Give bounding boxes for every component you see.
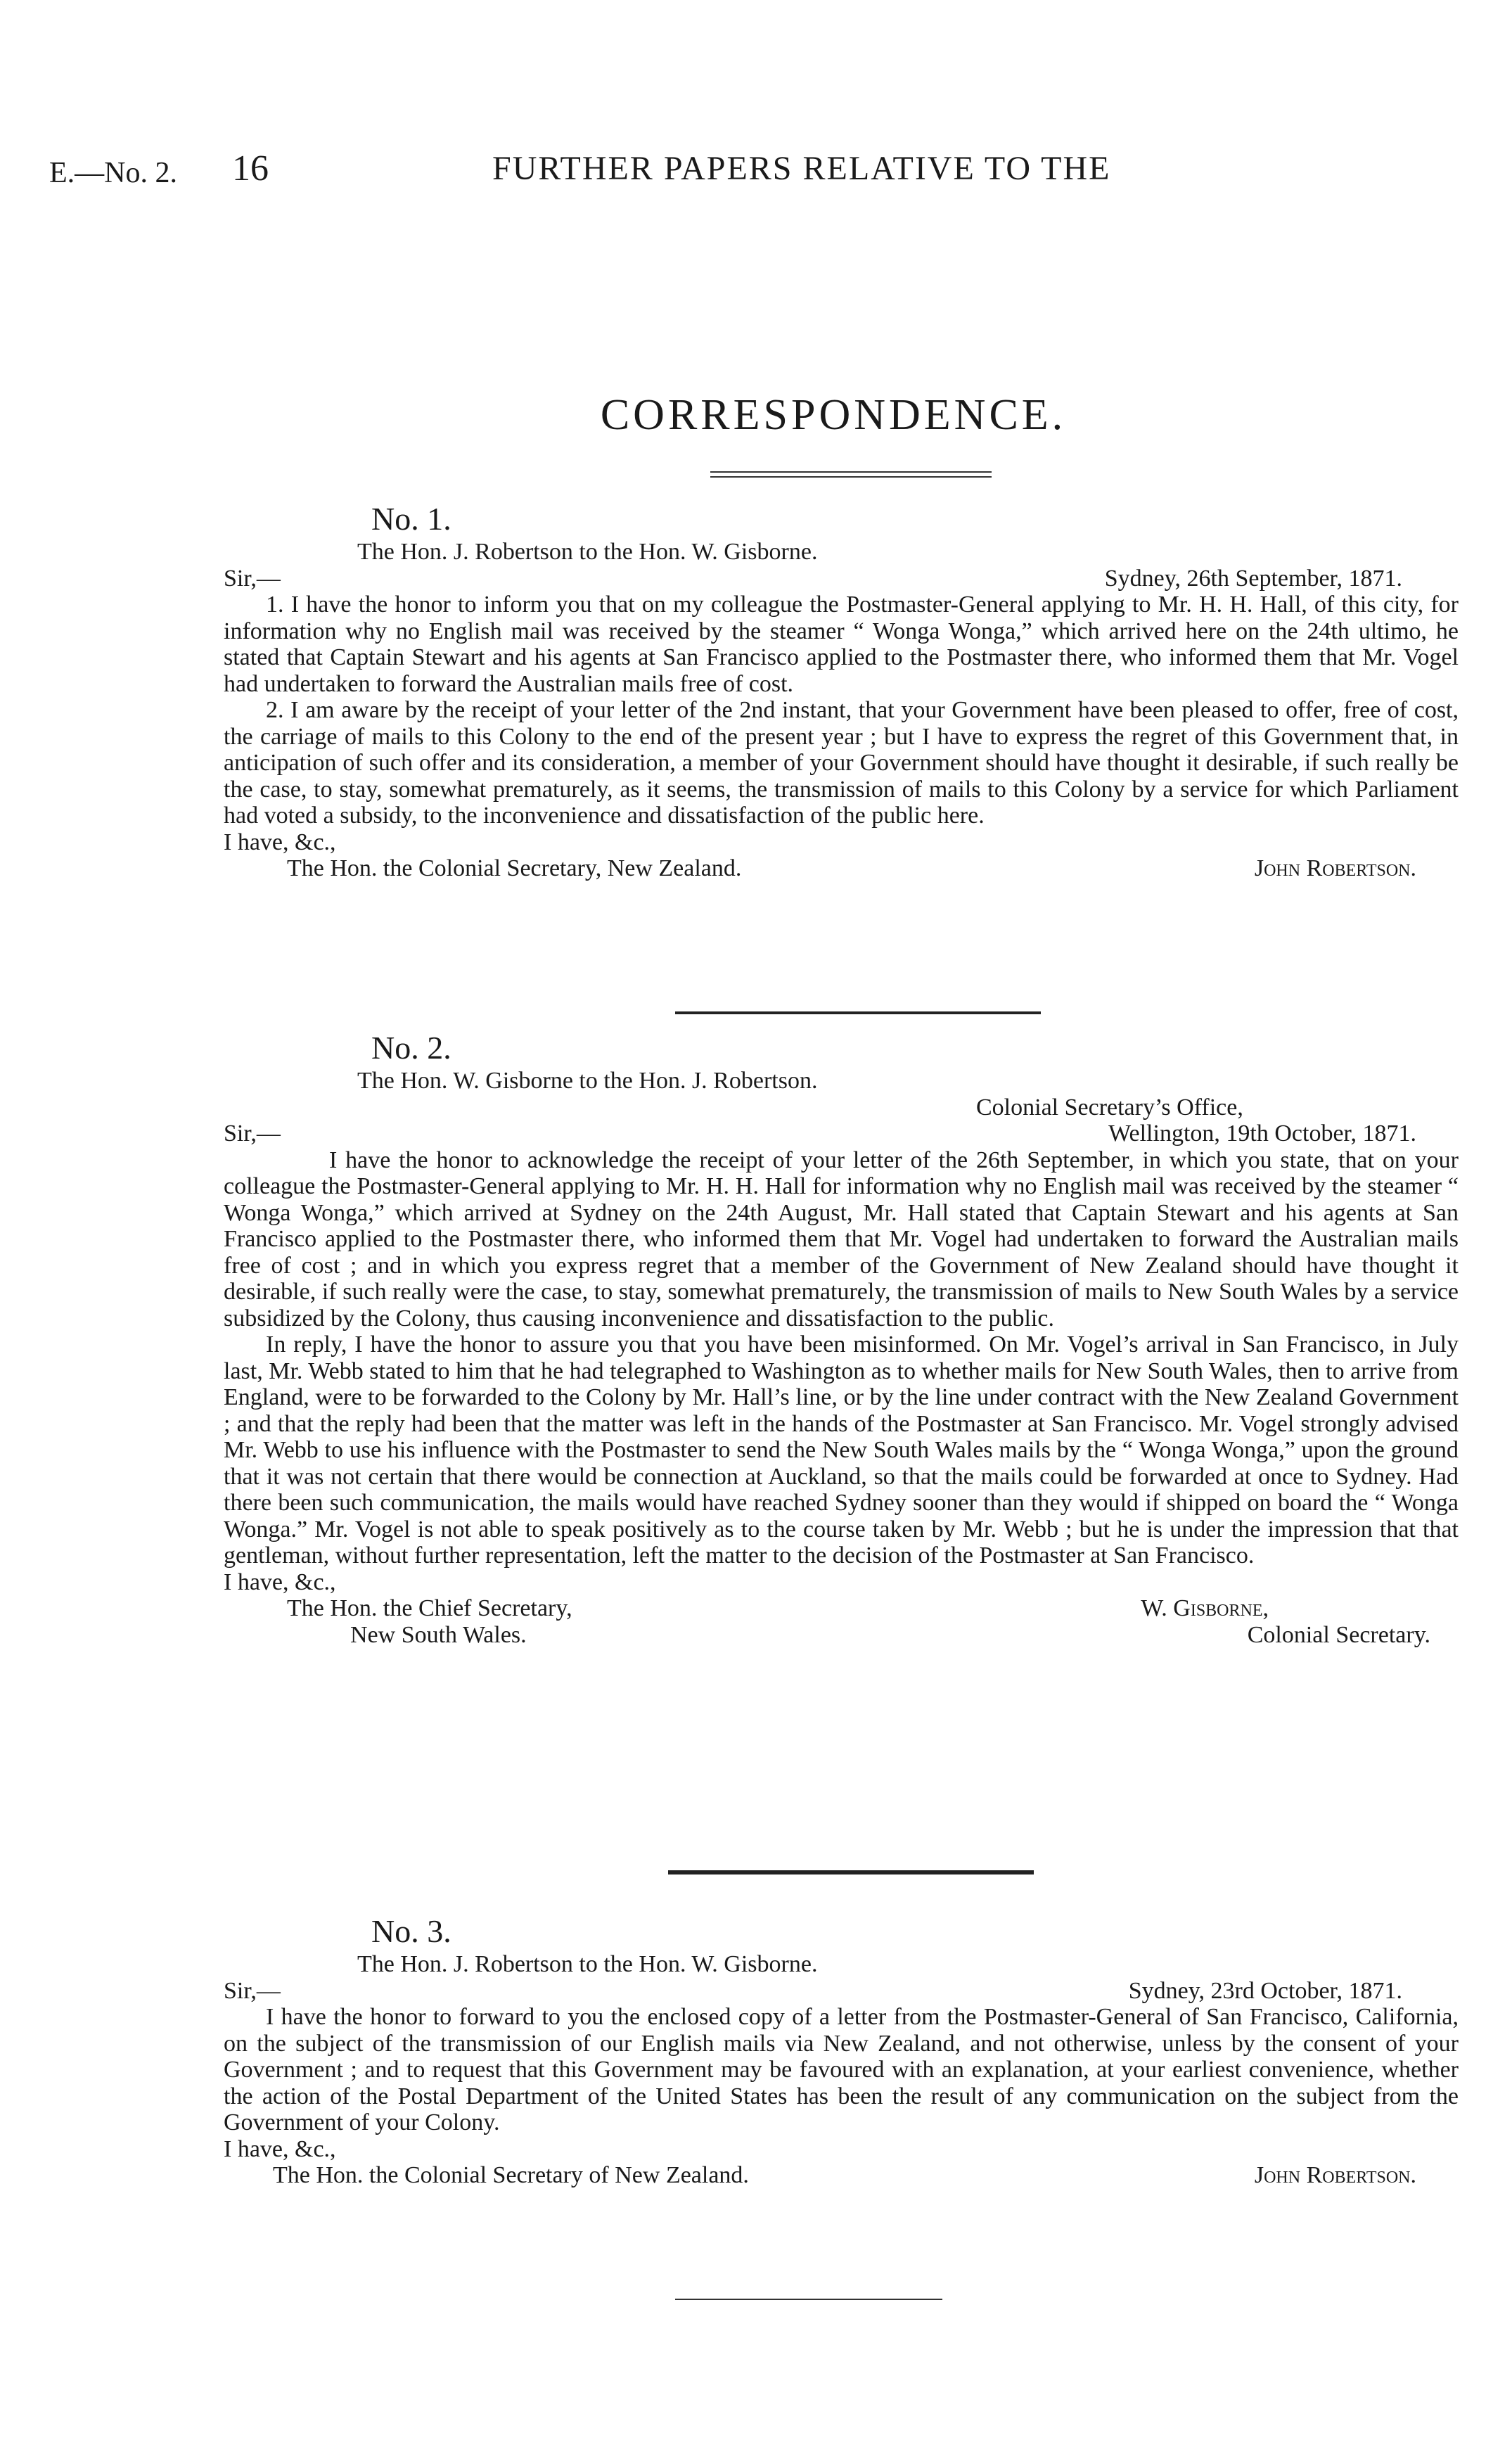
letter-1	[224, 499, 1459, 882]
addressee: The Hon. the Colonial Secretary of New Zealand.	[273, 2162, 749, 2188]
letter-number: No. 3.	[371, 1913, 451, 1949]
letter-2	[224, 1028, 1459, 1648]
salutation: Sir,—	[224, 1120, 281, 1147]
letter-parties: The Hon. J. Robertson to the Hon. W. Gisborne.	[357, 1951, 818, 1977]
paragraph: 2. I am aware by the receipt of your letter of the 2nd instant, that your Government have been pleased to offer, free of cost, the carriage of mails to this Colony to the end of the present year ; but I have to express the regret of this Government that, in anticipation of such offer and its consideration, a member of your Government should have thought it desirable, if such really be the case, to stay, somewhat prematurely, as it seems, the transmission of mails to this Colony by a service for which Parliament had voted a subsidy, to the inconvenience and dissatisfaction of the public here.	[224, 697, 1459, 829]
closing: I have, &c.,	[224, 829, 336, 855]
letter-parties: The Hon. J. Robertson to the Hon. W. Gisborne.	[357, 539, 818, 565]
place-date: Sydney, 26th September, 1871.	[1104, 565, 1402, 592]
separator-rule	[668, 1870, 1034, 1874]
salutation: Sir,—	[224, 565, 281, 592]
title-rule	[710, 471, 992, 473]
place-date: Sydney, 23rd October, 1871.	[1128, 1977, 1402, 2004]
section-title: CORRESPONDENCE.	[600, 391, 1067, 439]
end-rule	[675, 2299, 942, 2300]
signature: W. Gisborne,	[1141, 1595, 1269, 1621]
salutation: Sir,—	[224, 1977, 281, 2004]
paragraph: In reply, I have the honor to assure you that you have been misinformed. On Mr. Vogel’s arrival in San Francisco, in July last, Mr. Webb stated to him that he had telegraphed to Washington as to whether mails for New South Wales, then to arrive from England, were to be forwarded to the Colony by Mr. Hall’s line, or by the line under contract with the New Zealand Government ; and that the reply had been that the matter was left in the hands of the Postmaster at San Francisco. Mr. Vogel strongly advised Mr. Webb to use his influence with the Postmaster to send the New South Wales mails by the “ Wonga Wonga,” upon the ground that it was not certain that there would be connection at Auckland, so that the mails could be forwarded at once to Sydney. Had there been such communication, the mails would have reached Sydney sooner than they would if shipped on board the “ Wonga Wonga.” Mr. Vogel is not able to speak positively as to the course taken by Mr. Webb ; but he is under the impression that that gentleman, without further representation, left the matter to the decision of the Postmaster at San Francisco.	[224, 1331, 1459, 1569]
running-title: FURTHER PAPERS RELATIVE TO THE	[492, 150, 1111, 187]
closing: I have, &c.,	[224, 1569, 336, 1595]
letter-parties: The Hon. W. Gisborne to the Hon. J. Robertson.	[357, 1068, 818, 1094]
paragraph: I have the honor to forward to you the enclosed copy of a letter from the Postmaster-General of San Francisco, California, on the subject of the transmission of our English mails via New Zealand, and not otherwise, unless by the consent of your Government ; and to request that this Government may be favoured with an explanation, at your earliest convenience, whether the action of the Postal Department of the United States has been the result of any communication on the subject from the Government of your Colony.	[224, 2004, 1459, 2135]
page-number: 16	[232, 148, 269, 189]
office: Colonial Secretary’s Office,	[976, 1094, 1243, 1120]
paragraph: I have the honor to acknowledge the receipt of your letter of the 26th September, in which you state, that on your colleague the Postmaster-General applying to Mr. H. H. Hall for information why no English mail was received by the steamer “ Wonga Wonga,” which arrived at Sydney on the 24th August, Mr. Hall stated that Captain Stewart and his agents at San Francisco applied to the Postmaster there, who informed them that Mr. Vogel had undertaken to forward the Australian mails free of cost ; and in which you express regret that a member of the Government of New Zealand should have thought it desirable, if such really were the case, to stay, somewhat prematurely, the transmission of mails to New South Wales by a service subsidized by the Colony, thus causing inconvenience and dissatisfaction to the public.	[224, 1147, 1459, 1331]
letter-3	[224, 1912, 1459, 2189]
letter-number: No. 2.	[371, 1030, 451, 1066]
signature: John Robertson.	[1254, 2162, 1416, 2188]
closing: I have, &c.,	[224, 2135, 336, 2162]
separator-rule	[675, 1011, 1041, 1014]
signature: John Robertson.	[1254, 855, 1416, 881]
addressee-line-2: New South Wales.	[350, 1621, 527, 1648]
addressee: The Hon. the Chief Secretary,	[287, 1595, 572, 1621]
paragraph: 1. I have the honor to inform you that on my colleague the Postmaster-General applying to Mr. H. H. Hall, of this city, for information why no English mail was received by the steamer “ Wonga Wonga,” which arrived here on the 24th ultimo, he stated that Captain Stewart and his agents at San Francisco applied to the Postmaster there, who informed them that Mr. Vogel had undertaken to forward the Australian mails free of cost.	[224, 592, 1459, 697]
letter-number: No. 1.	[371, 501, 451, 537]
signature-title: Colonial Secretary.	[1247, 1621, 1430, 1648]
title-rule-2	[710, 476, 992, 478]
document-reference: E.—No. 2.	[49, 157, 177, 189]
place-date: Wellington, 19th October, 1871.	[1108, 1120, 1416, 1147]
addressee: The Hon. the Colonial Secretary, New Zealand.	[287, 855, 742, 881]
